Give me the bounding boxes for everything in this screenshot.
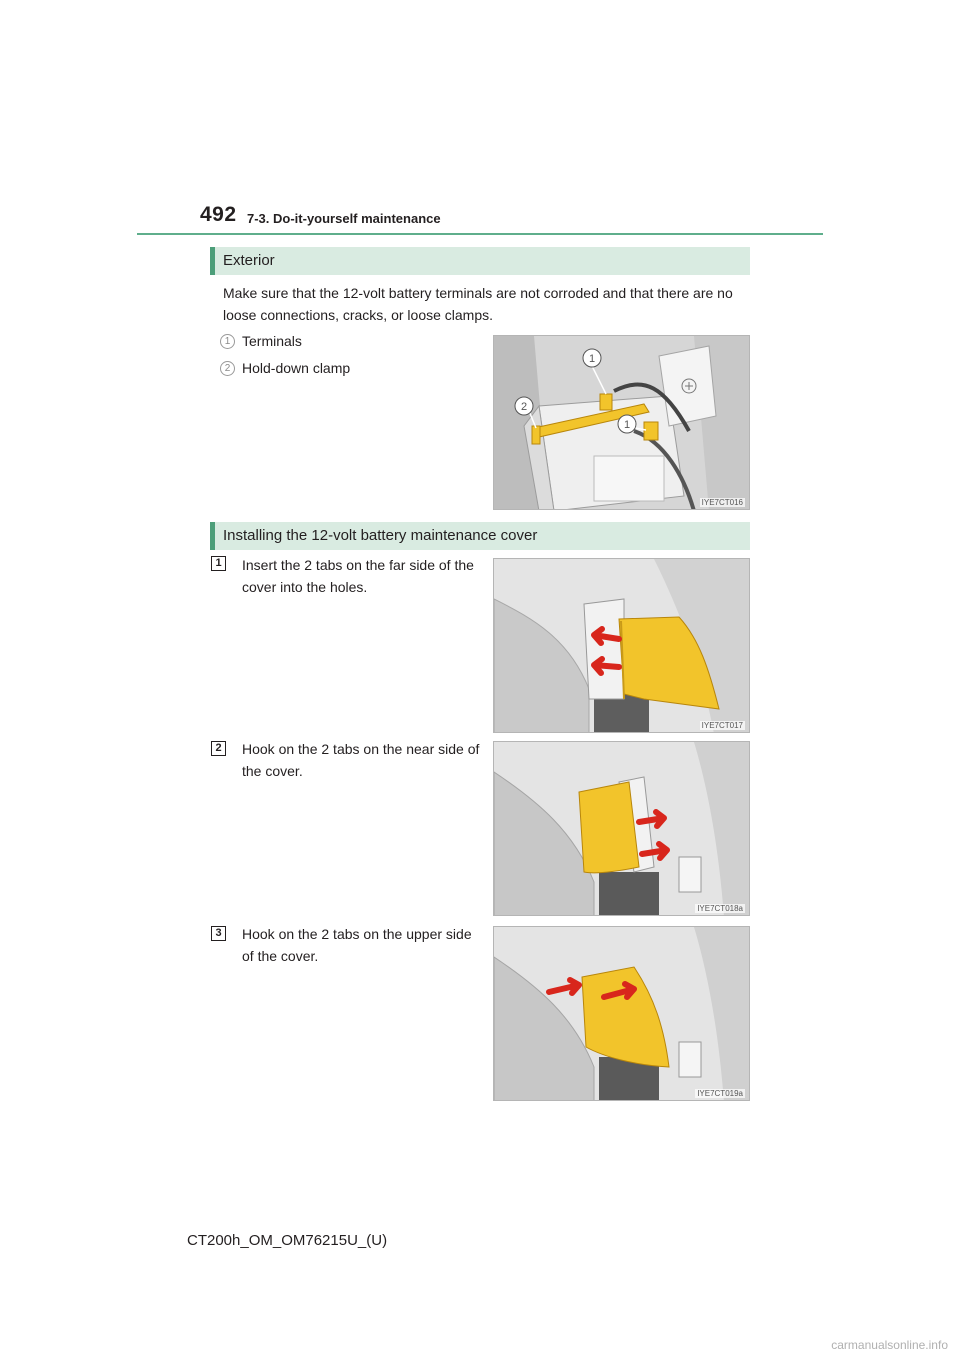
heading-accent-bar — [210, 522, 215, 550]
step-2-figure — [493, 741, 750, 916]
step-1-text: Insert the 2 tabs on the far side of the cover into the holes. — [242, 557, 474, 595]
figure-code: IYE7CT016 — [701, 498, 743, 507]
figure-callout-2: 2 — [520, 401, 528, 413]
footer-code: CT200h_OM_OM76215U_(U) — [187, 1232, 388, 1249]
battery-figure — [493, 335, 750, 510]
step-number-2: 2 — [211, 741, 226, 756]
figure-code: IYE7CT018a — [697, 904, 743, 913]
step-3-text: Hook on the 2 tabs on the upper side of the cover. — [242, 926, 472, 964]
installing-heading-band — [210, 522, 750, 550]
legend-hold-down-clamp: Hold-down clamp — [242, 360, 351, 376]
heading-accent-bar — [210, 247, 215, 275]
step-3-figure — [493, 926, 750, 1101]
legend-number-2: 2 — [220, 361, 235, 376]
exterior-heading: Exterior — [223, 252, 275, 269]
legend-terminals: Terminals — [242, 333, 302, 349]
step-2-text: Hook on the 2 tabs on the near side of the cover. — [242, 741, 480, 779]
figure-code: IYE7CT019a — [697, 1089, 743, 1098]
section-title: 7-3. Do-it-yourself maintenance — [247, 211, 441, 226]
figure-callout-1: 1 — [588, 353, 596, 365]
figure-callout-1b: 1 — [623, 419, 631, 431]
step-number-1: 1 — [211, 556, 226, 571]
installing-heading: Installing the 12-volt battery maintenance cover — [223, 527, 538, 544]
step-1-figure — [493, 558, 750, 733]
page-number: 492 — [200, 203, 237, 226]
exterior-heading-band — [210, 247, 750, 275]
header-rule — [137, 233, 823, 235]
step-number-3: 3 — [211, 926, 226, 941]
watermark: carmanualsonline.info — [831, 1338, 948, 1352]
legend-number-1: 1 — [220, 334, 235, 349]
figure-code: IYE7CT017 — [701, 721, 743, 730]
exterior-intro: Make sure that the 12-volt battery terminals are not corroded and that there are no loose connections, cracks, or loose clamps. — [223, 285, 733, 323]
